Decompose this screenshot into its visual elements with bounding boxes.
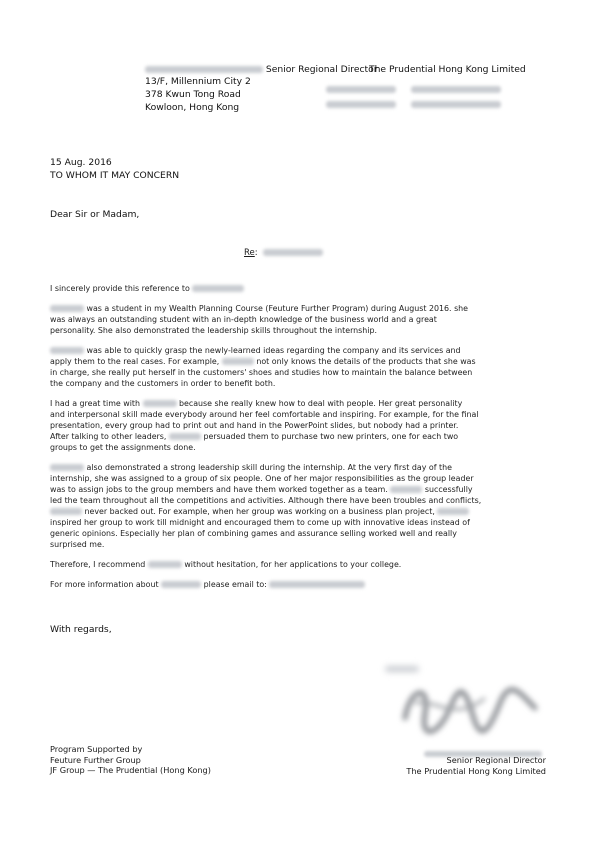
footer-right [406,755,546,776]
header-company: The Prudential Hong Kong Limited [369,64,526,75]
address-line-2: 378 Kwun Tong Road [145,89,241,100]
redacted-email [269,581,365,588]
letter-date: 15 Aug. 2016 [50,157,112,168]
footer-line-2: Feuture Further Group [50,754,141,765]
footer-left [50,744,211,776]
footer-right-title: Senior Regional Director [446,755,546,765]
paragraph-1: I sincerely provide this reference to [50,283,550,294]
paragraph-2: was a student in my Wealth Planning Course (Feuture Further Program) during August 2016. she was always an outstanding student with an in-depth knowledge of the business world and a great personality. She also demonstrated the leadership skills throughout the internship. [50,304,469,335]
paragraph-3: was able to quickly grasp the newly-learned ideas regarding the company and its services and apply them to the real cases. For example, not only knows the details of the products that she was in charge, she really put herself in the customers' shoes and studies how to maintain the balance between the company and the customers in order to benefit both. [50,346,476,388]
address-line-3: Kowloon, Hong Kong [145,102,240,113]
redacted-name [145,66,263,73]
closing: With regards, [50,624,112,635]
re-line: Re: [244,248,323,258]
header-name-line [145,64,378,75]
paragraph-4: I had a great time with because she really knew how to deal with people. Her great personality and interpersonal skill made everybody around her feel comfortable and inspiring. For example, for the final presentation, every group had to print out and hand in the PowerPoint slides, but nobody had a printer. After talking to other leaders, persuaded them to purchase two new printers, one for each two groups to get the assignments done. [50,399,479,452]
redacted-subject [263,249,323,256]
redacted-contact-2 [326,94,501,113]
signature-label-redacted [385,666,419,672]
footer-line-1: Program Supported by [50,744,143,754]
letter-body [50,283,550,599]
paragraph-7: For more information about please email to: [50,579,550,590]
address-line-1: 13/F, Millennium City 2 [145,76,251,87]
re-label: Re [244,248,255,258]
footer-line-3: JF Group — The Prudential (Hong Kong) [50,765,211,775]
signature-mark [395,678,545,738]
header-title: Senior Regional Director [265,64,378,75]
salutation: Dear Sir or Madam, [50,209,140,220]
paragraph-6: Therefore, I recommend without hesitation, for her applications to your college. [50,560,402,569]
footer-right-company: The Prudential Hong Kong Limited [406,765,546,776]
to-whom-heading: TO WHOM IT MAY CONCERN [50,170,180,181]
paragraph-5: also demonstrated a strong leadership skill during the internship. At the very first day of the internship, she was assigned to a group of six people. One of her major responsibilities as the group leader was to assign jobs to the group members and have them worked together as a team. successfully led the team throughout all the competitions and activities. Although there have been troubles and conflicts, never backed out. For example, when her group was working on a business plan project, inspired her group to work till midnight and encouraged them to come up with innovative ideas instead of generic opinions. Especially her plan of combining games and assurance selling worked well and really surprised me. [50,463,482,549]
